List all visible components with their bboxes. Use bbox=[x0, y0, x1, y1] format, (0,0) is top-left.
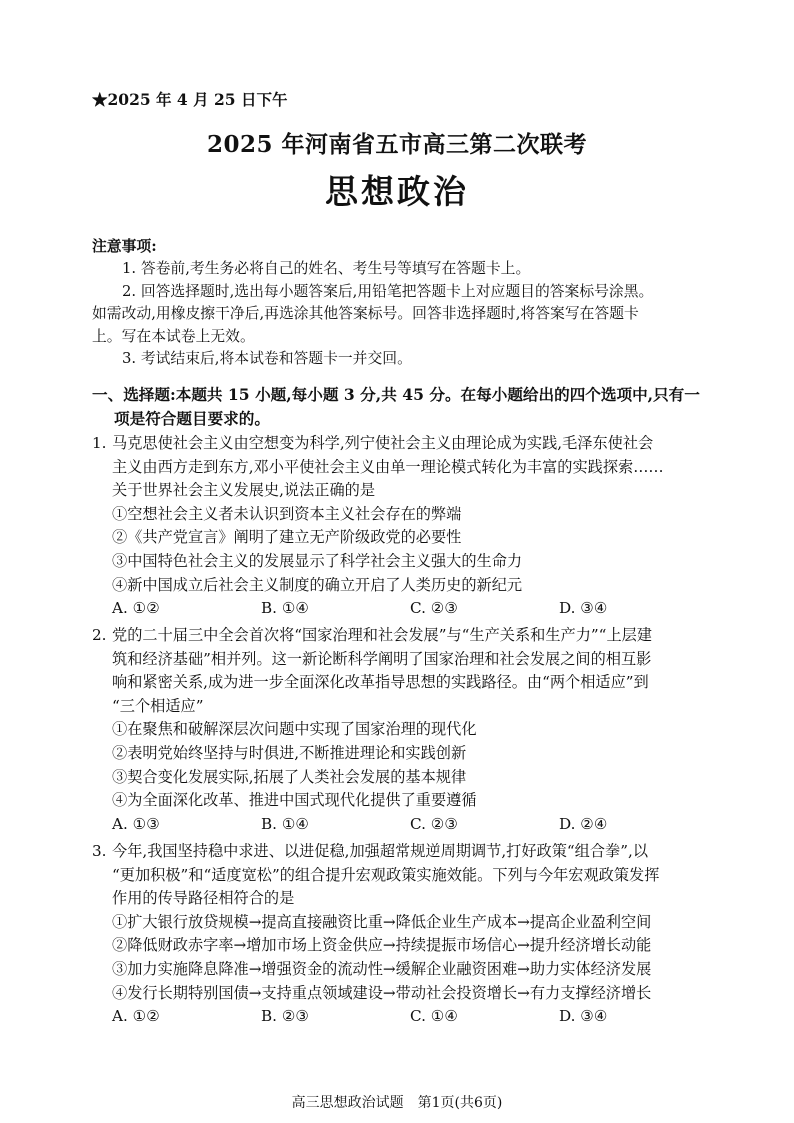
question-stem-line: 主义由西方走到东方,邓小平使社会主义由单一理论模式转化为丰富的实践探索…… bbox=[112, 457, 664, 476]
question-number: 1. bbox=[92, 434, 107, 452]
question-item: ②《共产党宣言》阐明了建立无产阶级政党的必要性 bbox=[112, 528, 462, 547]
option-c: C. ②③ bbox=[410, 599, 458, 618]
notice-title: 注意事项: bbox=[92, 238, 157, 255]
question-item: ①扩大银行放贷规模→提高直接融资比重→降低企业生产成本→提高企业盈利空间 bbox=[112, 912, 652, 931]
option-d: D. ②④ bbox=[559, 814, 608, 833]
answer-options bbox=[92, 813, 792, 837]
option-b: B. ①④ bbox=[261, 814, 310, 833]
question-stem-line: “更加积极”和“适度宽松”的组合提升宏观政策实施效能。下列与今年宏观政策发挥 bbox=[112, 865, 660, 884]
exam-date: ★2025 年 4 月 25 日下午 bbox=[92, 90, 288, 109]
option-b: B. ①④ bbox=[261, 599, 310, 618]
question-stem-line: 筑和经济基础”相并列。这一新论断科学阐明了国家治理和社会发展之间的相互影 bbox=[112, 649, 652, 668]
notice-block bbox=[92, 236, 792, 370]
question-item: ④为全面深化改革、推进中国式现代化提供了重要遵循 bbox=[112, 791, 477, 810]
question-stem-line: “三个相适应” bbox=[112, 696, 204, 715]
question-item: ①空想社会主义者未认识到资本主义社会存在的弊端 bbox=[112, 504, 462, 523]
question-item: ③契合变化发展实际,拓展了人类社会发展的基本规律 bbox=[112, 767, 467, 786]
question-item: ③加力实施降息降准→增强资金的流动性→缓解企业融资困难→助力实体经济发展 bbox=[112, 959, 652, 978]
question-item: ①在聚焦和破解深层次问题中实现了国家治理的现代化 bbox=[112, 720, 477, 739]
page-footer: 高三思想政治试题 第1页(共6页) bbox=[291, 1095, 503, 1111]
question-item: ④发行长期特别国债→支持重点领域建设→带动社会投资增长→有力支撑经济增长 bbox=[112, 983, 652, 1002]
notice-item-3: 3. 考试结束后,将本试卷和答题卡一并交回。 bbox=[122, 350, 412, 368]
question-stem-line: 作用的传导路径相符合的是 bbox=[112, 889, 295, 908]
notice-item-2-end: 上。写在本试卷上无效。 bbox=[92, 327, 255, 345]
section-heading bbox=[92, 383, 792, 431]
option-d: D. ③④ bbox=[559, 1007, 608, 1026]
question-item: ④新中国成立后社会主义制度的确立开启了人类历史的新纪元 bbox=[112, 575, 523, 594]
question-item: ②表明党始终坚持与时俱进,不断推进理论和实践创新 bbox=[112, 743, 467, 762]
answer-options bbox=[92, 597, 792, 621]
question-1 bbox=[92, 432, 792, 621]
question-3 bbox=[92, 840, 792, 1029]
answer-options bbox=[92, 1005, 792, 1029]
option-d: D. ③④ bbox=[559, 599, 608, 618]
section-heading-line-1: 一、选择题:本题共 15 小题,每小题 3 分,共 45 分。在每小题给出的四个选项中,只有一 bbox=[92, 385, 700, 404]
option-b: B. ②③ bbox=[261, 1007, 310, 1026]
question-number: 2. bbox=[92, 626, 107, 644]
option-a: A. ①② bbox=[112, 599, 160, 618]
question-stem-line: 关于世界社会主义发展史,说法正确的是 bbox=[112, 481, 376, 500]
question-item: ②降低财政赤字率→增加市场上资金供应→持续提振市场信心→提升经济增长动能 bbox=[112, 936, 652, 955]
section-heading-line-2: 项是符合题目要求的。 bbox=[114, 409, 270, 428]
option-c: C. ①④ bbox=[410, 1007, 458, 1026]
question-stem-line: 今年,我国坚持稳中求进、以进促稳,加强超常规逆周期调节,打好政策“组合拳”,以 bbox=[112, 842, 649, 860]
notice-item-2: 2. 回答选择题时,选出每小题答案后,用铅笔把答题卡上对应题目的答案标号涂黑。 bbox=[122, 282, 654, 300]
option-c: C. ②③ bbox=[410, 814, 458, 833]
subject-title: 思想政治 bbox=[325, 172, 469, 211]
question-stem-line: 马克思使社会主义由空想变为科学,列宁使社会主义由理论成为实践,毛泽东使社会 bbox=[112, 434, 654, 452]
question-stem-line: 党的二十届三中全会首次将“国家治理和社会发展”与“生产关系和生产力”“上层建 bbox=[112, 626, 653, 644]
notice-item-2-cont: 如需改动,用橡皮擦干净后,再选涂其他答案标号。回答非选择题时,将答案写在答题卡 bbox=[92, 305, 639, 323]
notice-item-1: 1. 答卷前,考生务必将自己的姓名、考生号等填写在答题卡上。 bbox=[122, 260, 531, 278]
question-item: ③中国特色社会主义的发展显示了科学社会主义强大的生命力 bbox=[112, 551, 523, 570]
option-a: A. ①② bbox=[112, 1007, 160, 1026]
exam-title: 2025 年河南省五市高三第二次联考 bbox=[206, 131, 588, 158]
question-stem-line: 响和紧密关系,成为进一步全面深化改革指导思想的实践路径。由“两个相适应”到 bbox=[112, 673, 649, 692]
question-number: 3. bbox=[92, 842, 107, 860]
question-2 bbox=[92, 624, 792, 836]
option-a: A. ①③ bbox=[112, 814, 160, 833]
